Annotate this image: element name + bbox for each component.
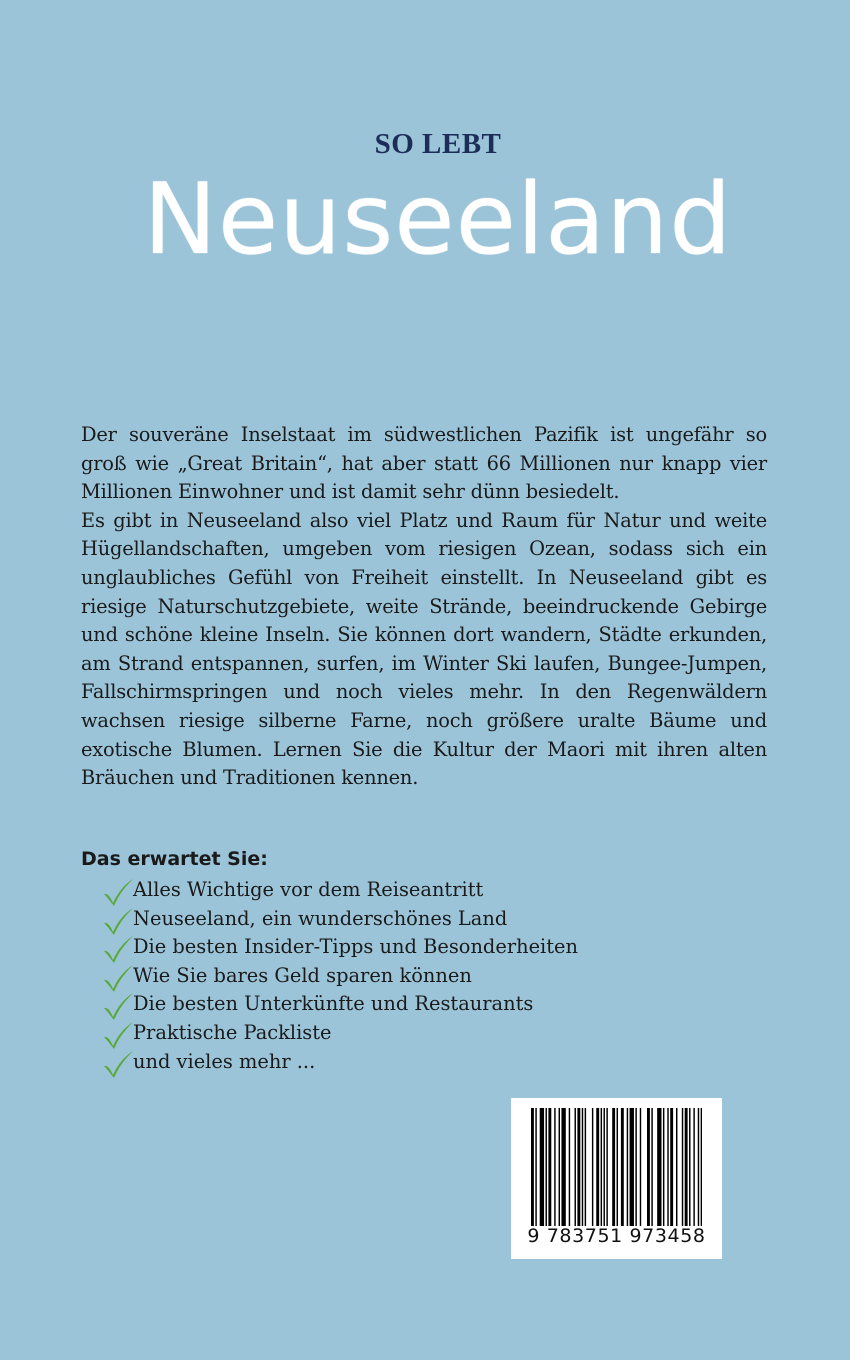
cover-subtitle: SO LEBT [374,128,502,160]
expect-heading: Das erwartet Sie: [81,848,268,870]
list-item-label: Alles Wichtige vor dem Reiseantritt [133,878,484,901]
checkmark-icon [102,993,134,1021]
blurb-paragraph-2: Es gibt in Neuseeland also viel Platz und Raum für Natur und weite Hügellandschaften, umgeben vom riesigen Ozean, sodass sich ein unglaubliches Gefühl von Freiheit einstellt. In Neuseeland gibt es riesige Naturschutzgebiete, weite Strände, beeindruckende Gebirge und schöne kleine Inseln. Sie können dort wandern, Städte erkunden, am Strand entspannen, surfen, im Winter Ski laufen, Bungee-Jumpen, Fallschirmspringen und noch vieles mehr. In den Regenwäldern wachsen riesige silberne Farne, noch größere uralte Bäume und exotische Blumen. Lernen Sie die Kultur der Maori mit ihren alten Bräuchen und Traditionen kennen. [81,508,767,790]
list-item-label: Die besten Unterkünfte und Restaurants [133,992,534,1016]
list-item [102,905,578,934]
list-item [102,962,578,991]
blurb-text [81,421,767,793]
list-item [102,1019,578,1048]
list-item-label: Die besten Insider-Tipps und Besonderheiten [133,935,579,959]
list-item [102,1048,578,1077]
barcode-bars [531,1108,702,1226]
list-item [102,990,578,1019]
barcode-number: 9 783751 973458 [527,1225,706,1247]
list-item-label: Wie Sie bares Geld sparen können [133,963,472,987]
checkmark-icon [102,908,134,936]
list-item [102,933,578,962]
cover-title: Neuseeland [143,163,733,277]
checkmark-icon [102,879,134,907]
checkmark-icon [102,1051,134,1079]
checkmark-icon [102,936,134,964]
list-item-label: Neuseeland, ein wunderschönes Land [133,906,508,930]
list-item [102,876,578,905]
checkmark-icon [102,965,134,993]
list-item-label: Praktische Packliste [133,1020,332,1044]
barcode [511,1098,722,1259]
list-item-label: und vieles mehr ... [133,1049,316,1073]
blurb-paragraph-1: Der souveräne Inselstaat im südwestlichen Pazifik ist ungefähr so groß wie „Great Britain“, hat aber statt 66 Millionen nur knapp vier Millionen Einwohner und ist damit sehr dünn besiedelt. [81,423,767,504]
expect-list [102,876,578,1076]
checkmark-icon [102,1022,134,1050]
